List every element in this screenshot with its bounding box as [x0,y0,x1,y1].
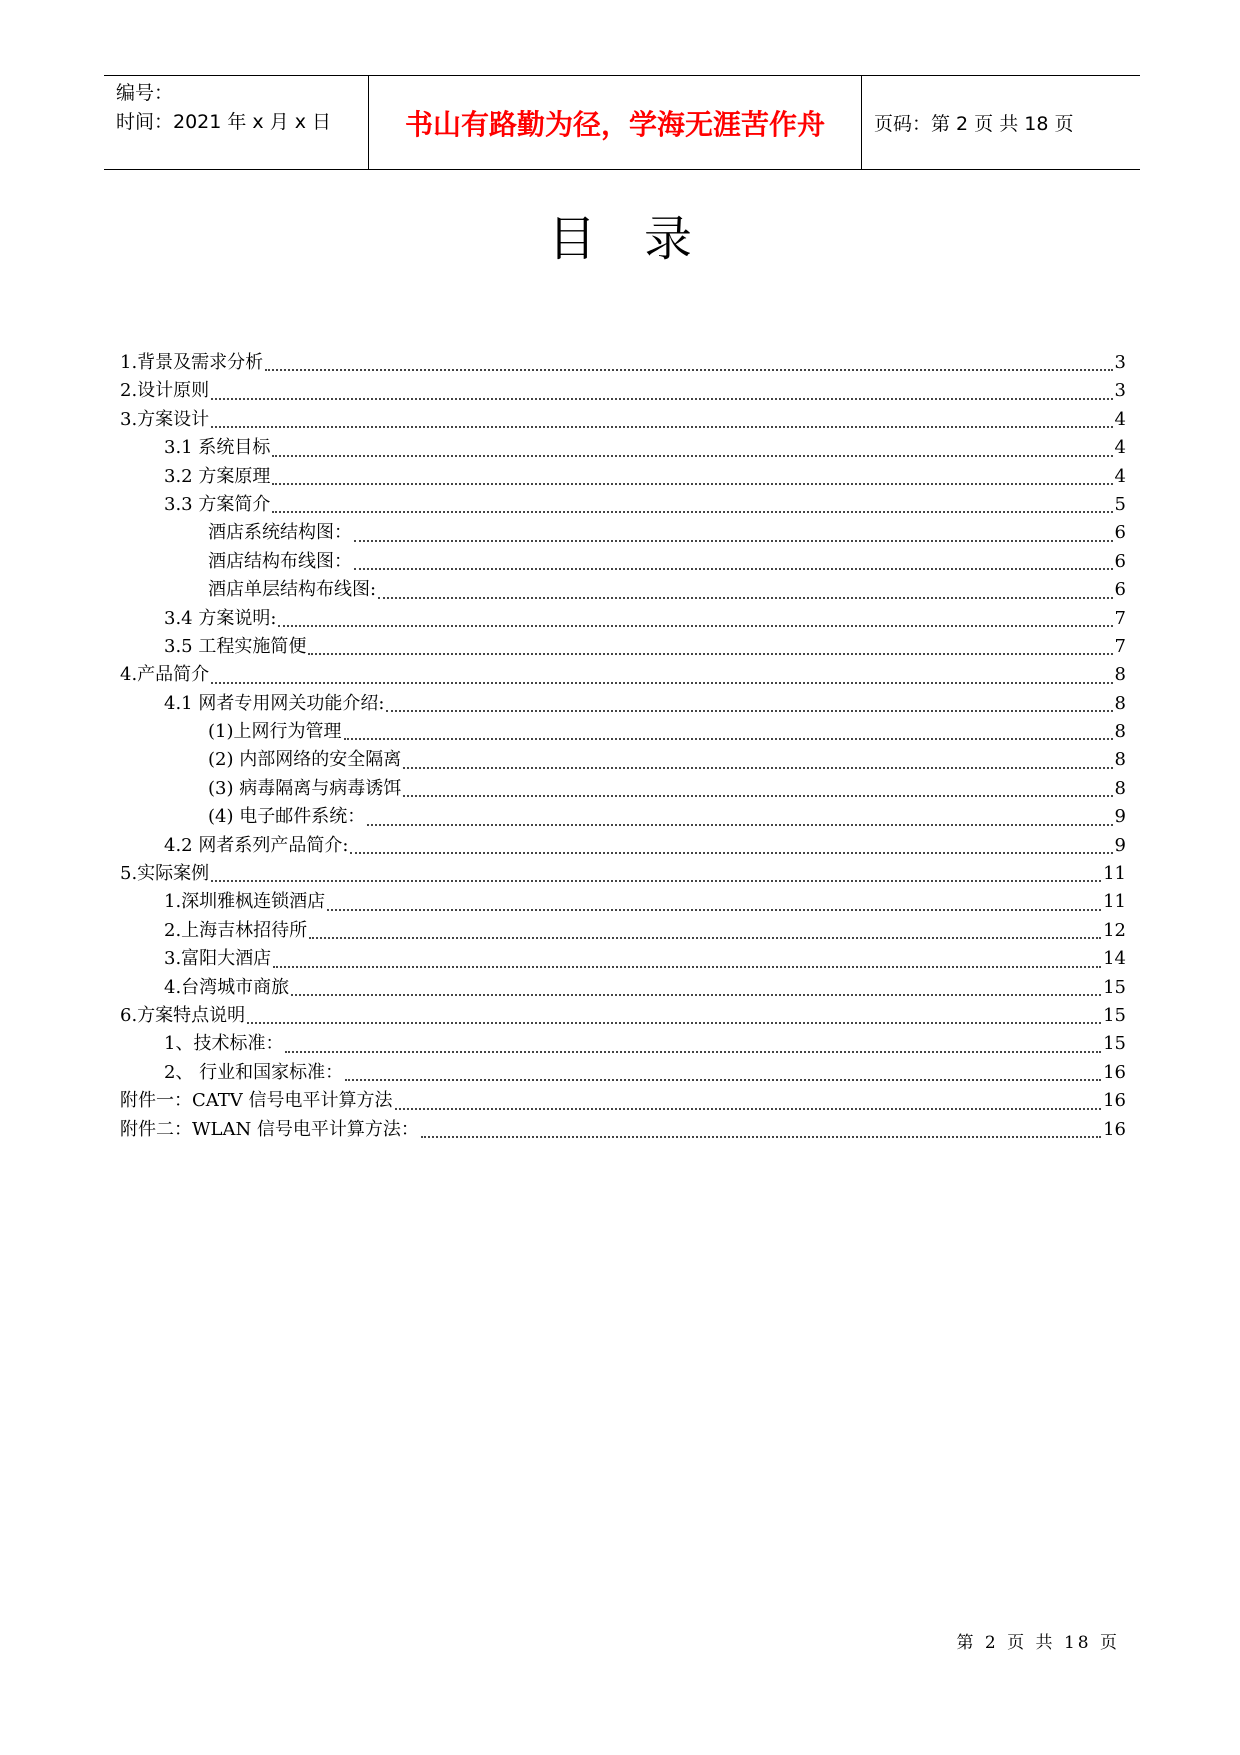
toc-dot-leader [345,1079,1101,1081]
toc-entry[interactable] [120,434,1126,462]
time-label: 时间：2021 年 x 月 x 日 [116,111,332,133]
toc-dot-leader [386,710,1112,712]
toc-entry-page: 16 [1103,1061,1126,1083]
toc-entry-page: 6 [1114,522,1126,544]
toc-entry-text: (4) 电子邮件系统： [208,806,366,828]
toc-dot-leader [354,568,1113,570]
toc-entry-page: 7 [1114,607,1126,629]
toc-dot-leader [309,937,1101,939]
toc-title: 目录 [547,211,740,267]
toc-dot-leader [211,426,1112,428]
toc-entry-text: 3.4 方案说明: [164,607,277,629]
page-footer: 第 2 页 共 18 页 [956,1633,1120,1653]
toc-entry-text: 附件二：WLAN 信号电平计算方法： [120,1118,419,1140]
toc-dot-leader [367,824,1112,826]
toc-entry-page: 11 [1103,863,1126,885]
toc-entry-page: 8 [1114,692,1126,714]
toc-dot-leader [354,540,1113,542]
toc-entry-page: 3 [1114,352,1126,373]
toc-entry-page: 8 [1114,664,1126,686]
toc-dot-leader [327,909,1101,911]
toc-entry-page: 14 [1103,948,1126,970]
toc-entry[interactable] [120,349,1126,377]
toc-entry-page: 4 [1114,465,1126,487]
table-of-contents [120,349,1126,1144]
toc-entry-text: 4.1 网者专用网关功能介绍: [164,692,385,714]
toc-entry-page: 16 [1103,1118,1126,1140]
toc-entry-text: 2、 行业和国家标准： [164,1061,344,1083]
toc-dot-leader [285,1051,1101,1053]
toc-entry-page: 7 [1114,635,1126,657]
toc-entry[interactable] [120,548,1126,576]
toc-entry[interactable] [120,1030,1126,1058]
toc-entry-text: (3) 病毒隔离与病毒诱饵 [208,777,402,799]
toc-dot-leader [272,455,1112,457]
toc-entry[interactable] [120,463,1126,491]
toc-entry-page: 8 [1114,777,1126,799]
toc-dot-leader [273,966,1101,968]
toc-entry-text: 1、技术标准： [164,1033,284,1055]
toc-entry[interactable] [120,888,1126,916]
toc-entry[interactable] [120,860,1126,888]
toc-entry-text: 2.上海吉林招待所 [164,919,308,941]
toc-entry-text: 酒店结构布线图： [208,550,352,572]
toc-entry-text: 3.5 工程实施简便 [164,635,307,657]
toc-entry[interactable] [120,1059,1126,1087]
toc-dot-leader [421,1136,1101,1138]
toc-entry-text: (2) 内部网络的安全隔离 [208,749,402,771]
header-page-info [862,76,1140,169]
toc-entry-page: 4 [1114,437,1126,459]
toc-entry[interactable] [120,1002,1126,1030]
toc-entry[interactable] [120,576,1126,604]
toc-entry[interactable] [120,377,1126,405]
toc-entry[interactable] [120,746,1126,774]
page-label: 页码：第 2 页 共 18 页 [874,113,1074,135]
toc-entry[interactable] [120,661,1126,689]
toc-entry-page: 15 [1103,1004,1126,1026]
toc-entry-text: 2.设计原则 [120,380,210,402]
toc-entry-page: 9 [1114,806,1126,828]
header-meta [104,76,369,169]
motto: 书山有路勤为径，学海无涯苦作舟 [369,76,862,169]
toc-entry-page: 15 [1103,1033,1126,1055]
toc-dot-leader [308,653,1112,655]
toc-entry-text: 附件一：CATV 信号电平计算方法 [120,1090,393,1112]
toc-entry[interactable] [120,1116,1126,1144]
toc-entry-page: 15 [1103,976,1126,998]
toc-entry-text: 1.深圳雅枫连锁酒店 [164,891,326,913]
toc-entry[interactable] [120,605,1126,633]
toc-dot-leader [211,880,1101,882]
toc-dot-leader [403,795,1112,797]
toc-entry-page: 8 [1114,721,1126,743]
toc-entry-page: 9 [1114,834,1126,856]
page-header [104,75,1140,170]
toc-entry-text: (1)上网行为管理 [208,721,342,743]
toc-entry-text: 4.产品简介 [120,664,210,686]
toc-entry-text: 3.3 方案简介 [164,493,271,515]
toc-entry-text: 3.1 系统目标 [164,437,271,459]
toc-entry-text: 6.方案特点说明 [120,1004,246,1026]
toc-entry[interactable] [120,1087,1126,1115]
toc-dot-leader [272,483,1112,485]
toc-entry-text: 3.方案设计 [120,408,210,430]
toc-dot-leader [344,738,1113,740]
toc-dot-leader [291,994,1101,996]
toc-entry-page: 5 [1114,493,1126,515]
toc-entry[interactable] [120,406,1126,434]
toc-dot-leader [278,625,1112,627]
toc-dot-leader [272,511,1112,513]
toc-entry[interactable] [120,718,1126,746]
toc-entry-page: 3 [1114,380,1126,402]
toc-entry-text: 4.台湾城市商旅 [164,976,290,998]
toc-entry-page: 11 [1103,891,1126,913]
toc-entry-text: 1.背景及需求分析 [120,352,264,373]
toc-entry-page: 4 [1114,408,1126,430]
toc-dot-leader [211,682,1112,684]
toc-entry-text: 3.富阳大酒店 [164,948,272,970]
toc-entry-page: 6 [1114,550,1126,572]
toc-entry-text: 4.2 网者系列产品简介: [164,834,349,856]
toc-dot-leader [265,369,1112,371]
toc-entry-page: 6 [1114,579,1126,601]
toc-entry[interactable] [120,917,1126,945]
toc-entry[interactable] [120,491,1126,519]
toc-dot-leader [350,852,1112,854]
toc-entry[interactable] [120,974,1126,1002]
toc-entry[interactable] [120,690,1126,718]
toc-entry-page: 8 [1114,749,1126,771]
toc-entry-text: 3.2 方案原理 [164,465,271,487]
toc-entry[interactable] [120,832,1126,860]
toc-entry-text: 酒店单层结构布线图: [208,579,377,601]
toc-entry[interactable] [120,945,1126,973]
toc-dot-leader [395,1108,1102,1110]
toc-entry[interactable] [120,633,1126,661]
toc-entry-text: 5.实际案例 [120,863,210,885]
toc-entry[interactable] [120,519,1126,547]
toc-entry-text: 酒店系统结构图： [208,522,352,544]
toc-dot-leader [247,1022,1101,1024]
toc-entry[interactable] [120,803,1126,831]
toc-entry[interactable] [120,775,1126,803]
toc-dot-leader [403,767,1112,769]
toc-entry-page: 16 [1103,1090,1126,1112]
toc-dot-leader [378,597,1112,599]
toc-entry-page: 12 [1103,919,1126,941]
number-label: 编号： [116,82,174,104]
toc-dot-leader [211,398,1112,400]
